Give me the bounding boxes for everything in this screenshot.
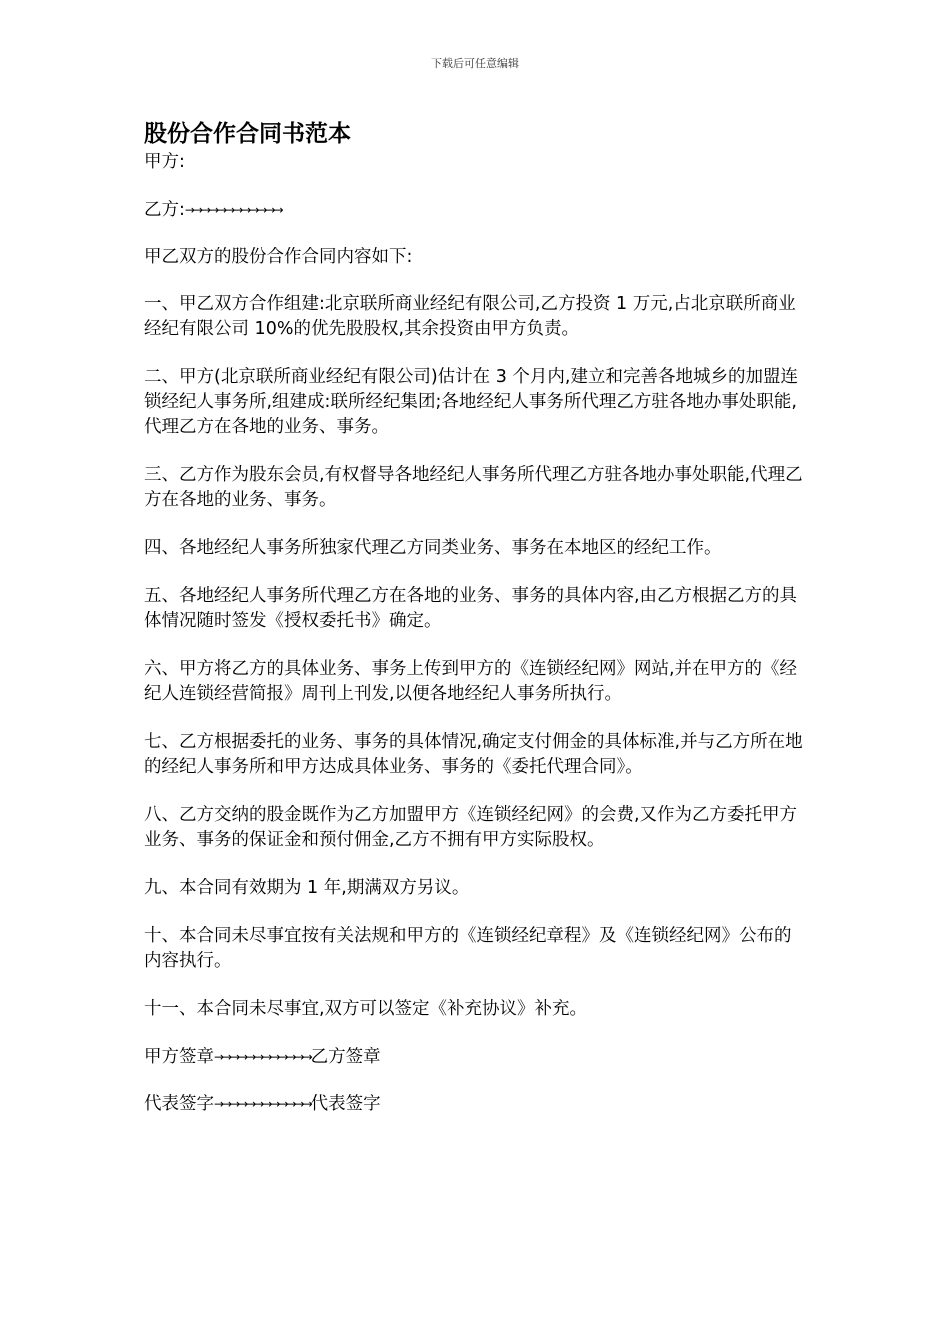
contract-body: [144, 118, 804, 1116]
party-a-seal-label: 甲方签章: [144, 1047, 214, 1067]
tab-arrows: →→→→→→→→→→→→: [214, 1097, 311, 1111]
party-b-label: 乙方:: [144, 200, 185, 220]
party-b-line: [144, 198, 804, 222]
clause-1: 一、甲乙双方合作组建:北京联所商业经纪有限公司,乙方投资 1 万元,占北京联所商业经纪有限公司 10%的优先股股权,其余投资由甲方负责。: [144, 294, 796, 339]
party-b-seal-label: 乙方签章: [310, 1047, 381, 1067]
clause-4: 四、各地经纪人事务所独家代理乙方同类业务、事务在本地区的经纪工作。: [144, 538, 722, 558]
tab-arrows: →→→→→→→→→→→→: [184, 203, 282, 217]
tab-arrows: →→→→→→→→→→→→: [214, 1050, 311, 1064]
contract-intro: 甲乙双方的股份合作合同内容如下:: [144, 247, 413, 267]
clause-2: 二、甲方(北京联所商业经纪有限公司)估计在 3 个月内,建立和完善各地城乡的加盟连锁经纪人事务所,组建成:联所经纪集团;各地经纪人事务所代理乙方驻各地办事处职能,代理乙方在各地的业务、事务。: [144, 367, 798, 437]
clause-3: 三、乙方作为股东会员,有权督导各地经纪人事务所代理乙方驻各地办事处职能,代理乙方在各地的业务、事务。: [144, 465, 803, 510]
party-a-rep-label: 代表签字: [144, 1094, 214, 1114]
clause-10: 十、本合同未尽事宜按有关法规和甲方的《连锁经纪章程》及《连锁经纪网》公布的内容执行。: [144, 926, 792, 971]
clause-8: 八、乙方交纳的股金既作为乙方加盟甲方《连锁经纪网》的会费,又作为乙方委托甲方业务、事务的保证金和预付佣金,乙方不拥有甲方实际股权。: [144, 805, 798, 850]
clause-7: 七、乙方根据委托的业务、事务的具体情况,确定支付佣金的具体标准,并与乙方所在地的经纪人事务所和甲方达成具体业务、事务的《委托代理合同》。: [144, 732, 803, 777]
clause-11: 十一、本合同未尽事宜,双方可以签定《补充协议》补充。: [144, 999, 588, 1019]
party-b-rep-label: 代表签字: [310, 1094, 381, 1114]
clause-9: 九、本合同有效期为 1 年,期满双方另议。: [144, 878, 470, 898]
contract-title: 股份合作合同书范本: [144, 121, 351, 147]
seal-line: [144, 1045, 804, 1069]
party-a-label: 甲方:: [144, 152, 185, 172]
page-header-note: 下载后可任意编辑: [431, 57, 519, 70]
representative-line: [144, 1092, 804, 1116]
clause-5: 五、各地经纪人事务所代理乙方在各地的业务、事务的具体内容,由乙方根据乙方的具体情况随时签发《授权委托书》确定。: [144, 586, 798, 631]
clause-6: 六、甲方将乙方的具体业务、事务上传到甲方的《连锁经纪网》网站,并在甲方的《经纪人连锁经营简报》周刊上刊发,以便各地经纪人事务所执行。: [144, 659, 798, 704]
